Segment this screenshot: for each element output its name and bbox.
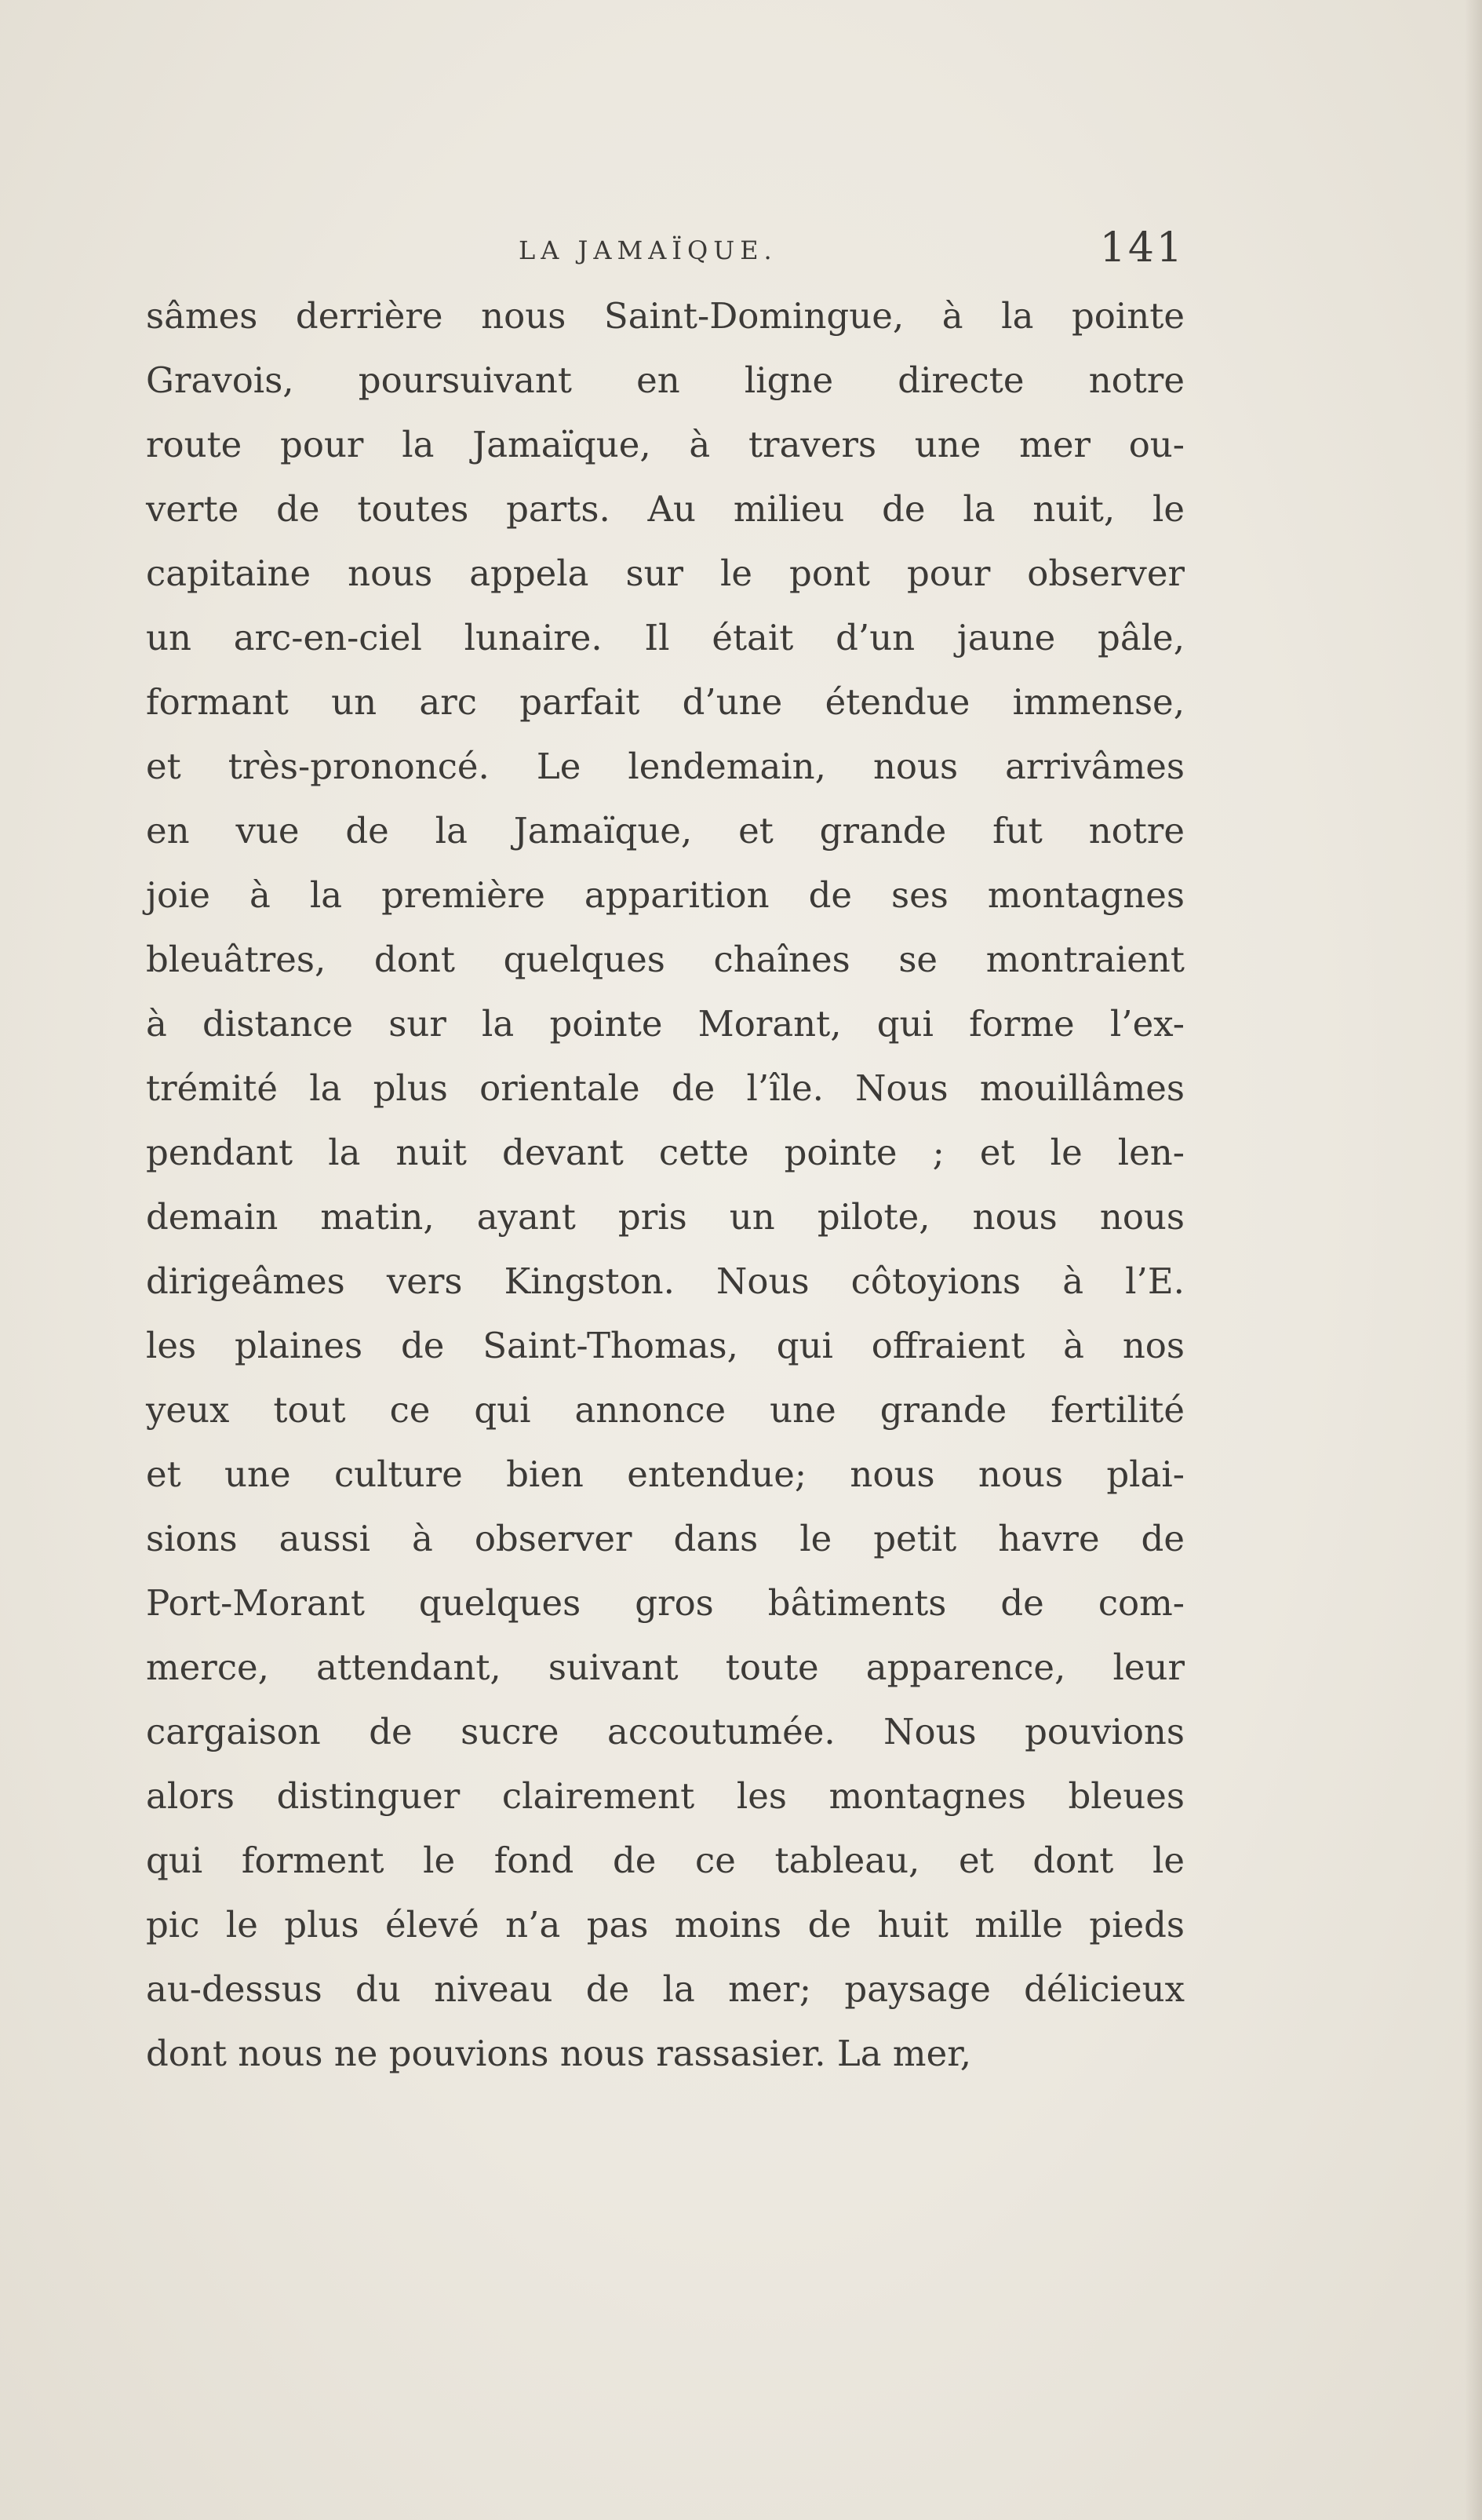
text-line: dirigeâmes vers Kingston. Nous côtoyions à l’E.: [146, 1260, 1185, 1302]
text-line: alors distinguer clairement les montagnes bleues: [146, 1775, 1185, 1817]
text-line: trémité la plus orientale de l’île. Nous mouillâmes: [146, 1067, 1185, 1109]
text-line: cargaison de sucre accoutumée. Nous pouvions: [146, 1711, 1185, 1752]
text-line: yeux tout ce qui annonce une grande fertilité: [146, 1389, 1185, 1431]
text-line: dont nous ne pouvions nous rassasier. La mer,: [146, 2033, 972, 2074]
text-line: à distance sur la pointe Morant, qui forme l’ex-: [146, 1003, 1185, 1045]
page-header: [146, 224, 1185, 272]
text-line: route pour la Jamaïque, à travers une mer ou-: [146, 424, 1185, 465]
text-line: capitaine nous appela sur le pont pour observer: [146, 553, 1185, 594]
text-line: demain matin, ayant pris un pilote, nous nous: [146, 1196, 1185, 1238]
text-line: pic le plus élevé n’a pas moins de huit mille pieds: [146, 1904, 1185, 1946]
text-line: joie à la première apparition de ses montagnes: [146, 874, 1185, 916]
text-line: et une culture bien entendue; nous nous plai-: [146, 1453, 1185, 1495]
text-line: merce, attendant, suivant toute apparence, leur: [146, 1647, 1185, 1688]
text-line: les plaines de Saint-Thomas, qui offraient à nos: [146, 1325, 1185, 1366]
text-line: et très-prononcé. Le lendemain, nous arrivâmes: [146, 746, 1185, 787]
text-line: sions aussi à observer dans le petit havre de: [146, 1518, 1185, 1559]
text-line: Gravois, poursuivant en ligne directe notre: [146, 359, 1185, 401]
body-text: [146, 284, 1185, 2086]
page-number: 141: [1099, 224, 1185, 272]
running-head: LA JAMAÏQUE.: [519, 235, 777, 265]
text-line: Port-Morant quelques gros bâtiments de com-: [146, 1582, 1185, 1624]
page-edge-shadow: [1465, 0, 1482, 2520]
text-line: pendant la nuit devant cette pointe ; et le len-: [146, 1132, 1185, 1173]
text-line: verte de toutes parts. Au milieu de la nuit, le: [146, 488, 1185, 530]
text-line: sâmes derrière nous Saint-Domingue, à la pointe: [146, 295, 1185, 337]
text-line: au-dessus du niveau de la mer; paysage délicieux: [146, 1968, 1185, 2010]
text-line: en vue de la Jamaïque, et grande fut notre: [146, 810, 1185, 852]
text-line: bleuâtres, dont quelques chaînes se montraient: [146, 939, 1185, 980]
text-line: formant un arc parfait d’une étendue immense,: [146, 681, 1185, 723]
text-line: qui forment le fond de ce tableau, et dont le: [146, 1840, 1185, 1881]
text-line: un arc-en-ciel lunaire. Il était d’un jaune pâle,: [146, 617, 1185, 658]
